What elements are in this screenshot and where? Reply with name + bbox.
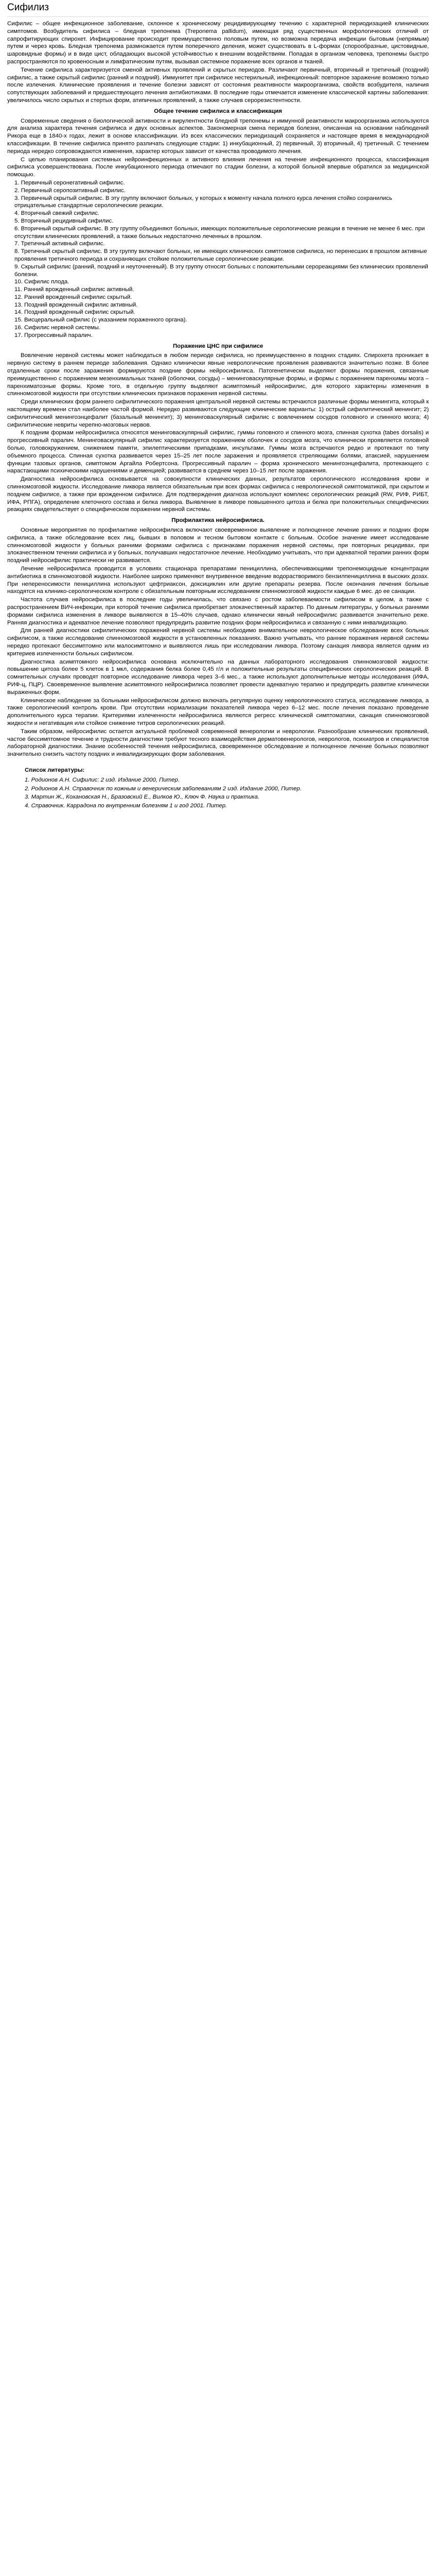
body-paragraph: Для ранней диагностики сифилитических поражений нервной системы необходимо внимательное неврологическое обследование всех больных сифилисом, а также исследование спинномозговой жидкости в установленных показаниях. Важно учитывать, что ранние поражения нервной системы нередко протекают бессимптомно или малосимптомно и выявляются лишь при исследовании ликвора. Поэтому санация ликвора является одним из критериев излеченности больных сифилисом. <box>7 628 429 657</box>
classification-list <box>7 179 429 340</box>
list-item: 5. Вторичный рецидивный сифилис. <box>14 217 114 224</box>
body-paragraph: Диагностика нейросифилиса основывается на совокупности клинических данных, результатов серологического исследования крови и спинномозговой жидкости. Исследование ликвора является обязательным при всех формах сифилиса с неврологической симптоматикой, при скрытом и позднем сифилисе, а также при врожденном сифилисе. Для подтверждения диагноза используют комплекс серологических реакций (RW, РИФ, РИБТ, ИФА, РПГА), определение клеточного состава и белка ликвора. Выявление в ликворе повышенного цитоза и белка при положительных специфических реакциях свидетельствует о специфическом поражении нервной системы. <box>7 476 429 513</box>
list-item: 3. Первичный скрытый сифилис. В эту группу включают больных, у которых к моменту начала полного курса лечения стойко сохранились отрицательные стандартные серологические реакции. <box>14 195 392 209</box>
list-item: 8. Третичный скрытый сифилис. В эту группу включают больных, не имеющих клинических симптомов сифилиса, но перенесших в прошлом активные проявления третичного периода и сохраняющих стойкие положительные серологические реакции. <box>14 248 427 262</box>
list-item: 15. Висцеральный сифилис (с указанием пораженного органа). <box>14 317 187 324</box>
list-item: 12. Ранний врожденный сифилис скрытый. <box>14 294 132 300</box>
body-paragraph: С целью планирования системных нейроинфекционных и активного влияния лечения на течение инфекционного процесса, классификация сифилиса усовершенствована. После инкубационного периода отмечают по стадии болезни, а которой больной впервые обратился за медицинской помощью. <box>7 156 429 178</box>
body-paragraph: Современные сведения о биологической активности и вирулентности бледной трепонемы и иммунной реактивности макроорганизма используются для анализа характера течения сифилиса и двух основных аспектов. Закономерная смена периодов болезни, описанная на основании наблюдений Рикора еще в 1840-х годах, лежит в основе классификации. Из всех классических периодизаций сохраняется и настоящее время в международной классификации. В течение сифилиса принято различать следующие стадии: 1) инкубационный, 2) первичный, 3) вторичный, 4) третичный. С течением периода нередко сопровождаются изменения, характер которых зависит от качества проводимого лечения. <box>7 117 429 155</box>
list-item: 17. Прогрессивный паралич. <box>14 332 93 338</box>
document <box>0 0 436 815</box>
intro-paragraph: Течение сифилиса характеризуется сменой активных проявлений и скрытых периодов. Различают первичный, вторичный и третичный (поздний) сифилис, а также скрытый сифилис (ранний и поздний). Иммунитет при сифилисе нестерильный, инфекционный: повторное заражение возможно только после излечения. Клинические проявления и течение болезни зависят от состояния реактивности макроорганизма, свойств возбудителя, наличия сопутствующих заболеваний и предшествующего лечения антибиотиками. В последние годы отмечается изменение классической картины заболевания: увеличилось число скрытых и стертых форм, атипичных проявлений, а также случаев серорезистентности. <box>7 66 429 104</box>
list-item: 7. Третичный активный сифилис. <box>14 241 105 247</box>
reference-item: 2. Родионов А.Н. Справочник по кожным и венерическим заболеваниям 2 изд. Издание 2000, Питер. <box>25 785 302 792</box>
section-heading-prevention: Профилактика нейросифилиса. <box>171 517 265 524</box>
list-item: 6. Вторичный скрытый сифилис. В эту группу объединяют больных, имеющих положительные серологические реакции в течение не менее 6 мес. при отсутствии клинических проявлений, а также больных недостаточно леченных в прошлом. <box>14 225 425 240</box>
reference-item: 4. Справочник. Каррадона по внутренним болезням 1 и год 2001. Питер. <box>25 803 228 809</box>
body-paragraph: Основные мероприятия по профилактике нейросифилиса включают своевременное выявление и полноценное лечение ранних и поздних форм сифилиса, а также обследование всех лиц, бывших в половом и тесном бытовом контакте с больным. Особое значение имеет исследование спинномозговой жидкости у больных ранними формами сифилиса с признаками поражения нервной системы, при повторных рецидивах, при злокачественном течении сифилиса и у больных, получавших недостаточное лечение. Необходимо учитывать, что при адекватной терапии ранних форм поздний нейросифилис практически не развивается. <box>7 527 429 564</box>
body-paragraph: Частота случаев нейросифилиса в последние годы увеличилась, что связано с ростом заболеваемости сифилисом в целом, а также с распространением ВИЧ-инфекции, при которой течение сифилиса приобретает злокачественный характер. По данным литературы, у больных ранними формами сифилиса изменения в ликворе выявляются в 15–40% случаев, однако клинически явный нейросифилис развивается значительно реже. Ранняя диагностика и адекватное лечение позволяют предупредить развитие поздних форм нейросифилиса и связанную с ними инвалидизацию. <box>7 597 429 626</box>
body-paragraph: Лечение нейросифилиса проводится в условиях стационара препаратами пенициллина, обеспечивающими трепонемоцидные концентрации антибиотика в спинномозговой жидкости. Наиболее широко применяют внутривенное введение водорастворимого бензилпенициллина в высоких дозах. При непереносимости пенициллина используют цефтриаксон, доксициклин или другие препараты резерва. После окончания лечения больные находятся на клинико-серологическом контроле с обязательным повторным исследованием спинномозговой жидкости каждые 6 мес. до ее санации. <box>7 565 429 595</box>
body-paragraph: К поздним формам нейросифилиса относятся менинговаскулярный сифилис, гуммы головного и спинного мозга, спинная сухотка (tabes dorsalis) и прогрессивный паралич. Менинговаскулярный сифилис характеризуется поражением оболочек и сосудов мозга, что клинически проявляется головной болью, головокружением, снижением памяти, эпилептическими припадками, инсультами. Гуммы мозга встречаются редко и протекают по типу объемного процесса. Спинная сухотка развивается через 15–25 лет после заражения и проявляется стреляющими болями, атаксией, нарушением функции тазовых органов, симптомом Аргайла Робертсона. Прогрессивный паралич – форма хронического менингоэнцефалита, протекающего с нарастающими психическими нарушениями и деменцией; развивается в среднем через 10–15 лет после заражения. <box>7 430 429 474</box>
section-heading-cns: Поражение ЦНС при сифилисе <box>172 343 264 349</box>
list-item: 10. Сифилис плода. <box>14 279 69 285</box>
list-item: 2. Первичный серопозитивный сифилис. <box>14 187 126 194</box>
body-paragraph: Вовлечение нервной системы может наблюдаться в любом периоде сифилиса, но преимущественно в поздних стадиях. Спирохета проникает в нервную систему в раннем периоде заболевания. Однако клинически явные неврологические проявления развиваются значительно позже. В более отдаленные сроки после заражения формируются поздние формы нейросифилиса. Патогенетически выделяют формы поражения, связанные преимущественно с поражением мезенхимальных тканей (оболочки, сосуды) – менинговаскулярные формы, и формы с поражением паренхимы мозга – паренхиматозные формы. Кроме того, в отдельную группу выделяют асимптомный нейросифилис, для которого характерны изменения в спинномозговой жидкости при отсутствии клинических признаков поражения нервной системы. <box>7 352 429 397</box>
section-heading-classification: Общее течение сифилиса и классификация <box>154 108 282 114</box>
list-item: 4. Вторичный свежий сифилис. <box>14 210 99 217</box>
references-list <box>7 776 429 810</box>
list-item: 11. Ранний врожденный сифилис активный. <box>14 286 134 293</box>
reference-item: 3. Мартин Ж., Кохановская Н., Бразовский Е., Вилков Ю., Ключ Ф. Наука и практика. <box>25 794 259 801</box>
list-item: 1. Первичный серонегативный сифилис. <box>14 179 125 186</box>
intro-paragraph: Сифилис – общее инфекционное заболевание, склонное к хроническому рецидивирующему течению с характерной периодизацией клинических симптомов. Возбудитель сифилиса – бледная трепонема (Treponema pallidum), имеющая ряд существенных морфологических отличий от сапрофитирующих спирохет. Инфицирование происходит преимущественно половым путем, но возможна передача инфекции бытовым (непрямым) путем и через кровь. Бледная трепонема размножается путем поперечного деления, может существовать в L-формах (спорообразные, цистовидные, шаровидные формы) и в виде цист, обладающих высокой устойчивостью к внешним воздействиям. Попадая в организм человека, трепонемы быстро распространяются по кровеносным и лимфатическим путям, вызывая системное поражение всех органов и тканей. <box>7 21 429 65</box>
body-paragraph: Среди клинических форм раннего сифилитического поражения центральной нервной системы встречаются различные формы менингита, который к настоящему времени стал наиболее частой формой. Нередко развиваются следующие клинические варианты: 1) острый сифилитический менингит; 2) сифилитический менингоэнцефалит (базальный менингит); 3) менинговаскулярный сифилис с вовлечением сосудов головного и спинного мозга; 4) сифилитические невриты черепно-мозговых нервов. <box>7 399 429 428</box>
list-item: 14. Поздний врожденный сифилис скрытый. <box>14 309 135 316</box>
list-item: 16. Сифилис нервной системы. <box>14 325 100 331</box>
page-title: Сифилиз <box>7 0 429 17</box>
list-item: 13. Поздний врожденный сифилис активный. <box>14 301 138 308</box>
body-paragraph: Клиническое наблюдение за больными нейросифилисом должно включать регулярную оценку неврологического статуса, исследование ликвора, а также серологический контроль крови. При отсутствии нормализации показателей ликвора через 6–12 мес. после лечения показано проведение дополнительного курса терапии. Критериями излеченности нейросифилиса являются регресс клинической симптоматики, санация спинномозговой жидкости и негативация или стойкое снижение титров серологических реакций. <box>7 697 429 726</box>
reference-item: 1. Родионов А.Н. Сифилис: 2 изд. Издание 2000, Питер. <box>25 776 180 783</box>
references-heading: Список литературы: <box>25 767 85 773</box>
list-item: 9. Скрытый сифилис (ранний, поздний и неуточненный). В эту группу относят больных с положительными серореакциями без клинических проявлений болезни. <box>14 263 428 278</box>
body-paragraph: Таким образом, нейросифилис остается актуальной проблемой современной венерологии и неврологии. Разнообразие клинических проявлений, частое бессимптомное течение и трудности диагностики требуют тесного взаимодействия дерматовенерологов, неврологов, психиатров и специалистов лабораторной диагностики. Знание особенностей течения нейросифилиса, своевременное обследование и полноценное лечение больных позволяют значительно снизить частоту поздних и инвалидизирующих форм заболевания. <box>7 728 429 758</box>
body-paragraph: Диагностика асимптомного нейросифилиса основана исключительно на данных лабораторного исследования спинномозговой жидкости: повышение цитоза более 5 клеток в 1 мкл, содержания белка более 0,45 г/л и положительные результаты специфических серологических реакций. В сомнительных случаях проводят повторное исследование ликвора через 3–6 мес., а также используют дополнительные методы исследования (ИФА, РИФ-ц, ПЦР). Своевременное выявление асимптомного нейросифилиса позволяет провести адекватную терапию и предупредить развитие клинически выраженных форм. <box>7 658 429 696</box>
